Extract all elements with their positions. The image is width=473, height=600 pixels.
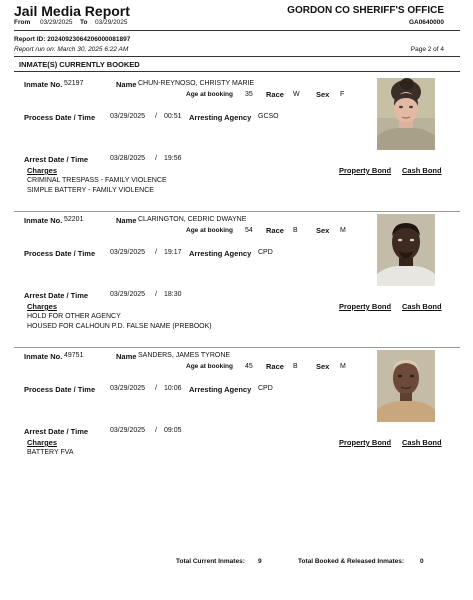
section-divider-bottom <box>14 71 460 72</box>
process-label: Process Date / Time <box>24 113 96 122</box>
process-slash: / <box>155 385 157 392</box>
record-divider <box>14 347 460 348</box>
age-value: 35 <box>245 91 253 98</box>
charges-label: Charges <box>27 438 58 447</box>
cash-bond-label: Cash Bond <box>402 438 442 447</box>
office-ori: GA0640000 <box>408 19 444 26</box>
agency-value: CPD <box>258 249 273 256</box>
record-divider <box>14 211 460 212</box>
mugshot-photo <box>377 350 435 422</box>
inmate-no-label: Inmate No. <box>24 80 63 89</box>
charges-label: Charges <box>27 166 58 175</box>
name-label: Name <box>116 216 137 225</box>
age-label: Age at booking <box>186 91 233 98</box>
sex-label: Sex <box>316 226 330 235</box>
charge-item: CRIMINAL TRESPASS - FAMILY VIOLENCE <box>27 177 167 184</box>
arrest-label: Arrest Date / Time <box>24 155 89 164</box>
name-value: CHUN-REYNOSO, CHRISTY MARIE <box>138 80 255 87</box>
sex-label: Sex <box>316 362 330 371</box>
charge-item: HOUSED FOR CALHOUN P.D. FALSE NAME (PREBOOK) <box>27 323 212 330</box>
charge-item: SIMPLE BATTERY - FAMILY VIOLENCE <box>27 187 154 194</box>
name-label: Name <box>116 80 137 89</box>
inmate-no-value: 52201 <box>64 216 84 223</box>
total-current-value: 9 <box>258 558 262 565</box>
name-label: Name <box>116 352 137 361</box>
arrest-date: 03/28/2025 <box>110 155 146 162</box>
from-label: From <box>14 19 31 26</box>
charge-item: HOLD FOR OTHER AGENCY <box>27 313 121 320</box>
report-id: Report ID: 20240923064206000081897 <box>14 36 131 43</box>
name-value: CLARINGTON, CEDRIC DWAYNE <box>138 216 247 223</box>
process-date: 03/29/2025 <box>110 249 146 256</box>
report-run-on: Report run on: March 30, 2025 6:22 AM <box>14 46 129 53</box>
charges-label: Charges <box>27 302 58 311</box>
mugshot-photo <box>377 78 435 150</box>
process-slash: / <box>155 113 157 120</box>
process-date: 03/29/2025 <box>110 385 146 392</box>
section-title: INMATE(S) CURRENTLY BOOKED <box>19 60 140 69</box>
charge-item: BATTERY FVA <box>27 449 74 456</box>
page-number: Page 2 of 4 <box>410 46 444 53</box>
agency-value: CPD <box>258 385 273 392</box>
property-bond-label: Property Bond <box>339 438 392 447</box>
age-label: Age at booking <box>186 227 233 234</box>
process-date: 03/29/2025 <box>110 113 146 120</box>
report-title: Jail Media Report <box>14 3 130 19</box>
cash-bond-label: Cash Bond <box>402 166 442 175</box>
sex-value: M <box>340 363 346 370</box>
arrest-label: Arrest Date / Time <box>24 427 89 436</box>
age-label: Age at booking <box>186 363 233 370</box>
arrest-time: 18:30 <box>164 291 182 298</box>
inmate-no-value: 49751 <box>64 352 84 359</box>
sex-value: F <box>340 91 345 98</box>
arrest-time: 09:05 <box>164 427 182 434</box>
property-bond-label: Property Bond <box>339 302 392 311</box>
property-bond-label: Property Bond <box>339 166 392 175</box>
arrest-date: 03/29/2025 <box>110 291 146 298</box>
mugshot-photo <box>377 214 435 286</box>
process-slash: / <box>155 249 157 256</box>
agency-label: Arresting Agency <box>189 113 252 122</box>
race-value: W <box>293 91 300 98</box>
inmate-no-value: 52197 <box>64 80 84 87</box>
header-divider <box>14 30 460 31</box>
office-name: GORDON CO SHERIFF'S OFFICE <box>287 5 444 16</box>
process-label: Process Date / Time <box>24 385 96 394</box>
age-value: 54 <box>245 227 253 234</box>
race-value: B <box>293 227 298 234</box>
process-time: 19:17 <box>164 249 182 256</box>
race-value: B <box>293 363 298 370</box>
agency-label: Arresting Agency <box>189 249 252 258</box>
process-label: Process Date / Time <box>24 249 96 258</box>
total-booked-value: 0 <box>420 558 424 565</box>
inmate-no-label: Inmate No. <box>24 216 63 225</box>
arrest-date: 03/29/2025 <box>110 427 146 434</box>
race-label: Race <box>266 90 284 99</box>
agency-label: Arresting Agency <box>189 385 252 394</box>
cash-bond-label: Cash Bond <box>402 302 442 311</box>
arrest-slash: / <box>155 155 157 162</box>
agency-value: GCSO <box>258 113 279 120</box>
to-label: To <box>80 19 88 26</box>
arrest-time: 19:56 <box>164 155 182 162</box>
arrest-label: Arrest Date / Time <box>24 291 89 300</box>
age-value: 45 <box>245 363 253 370</box>
to-date: 03/29/2025 <box>95 19 128 26</box>
sex-label: Sex <box>316 90 330 99</box>
from-date: 03/29/2025 <box>40 19 73 26</box>
race-label: Race <box>266 362 284 371</box>
sex-value: M <box>340 227 346 234</box>
process-time: 00:51 <box>164 113 182 120</box>
inmate-no-label: Inmate No. <box>24 352 63 361</box>
name-value: SANDERS, JAMES TYRONE <box>138 352 231 359</box>
total-booked-label: Total Booked & Released Inmates: <box>298 558 405 565</box>
total-current-label: Total Current Inmates: <box>176 558 245 565</box>
arrest-slash: / <box>155 291 157 298</box>
race-label: Race <box>266 226 284 235</box>
arrest-slash: / <box>155 427 157 434</box>
process-time: 10:06 <box>164 385 182 392</box>
section-divider-top <box>14 56 460 57</box>
